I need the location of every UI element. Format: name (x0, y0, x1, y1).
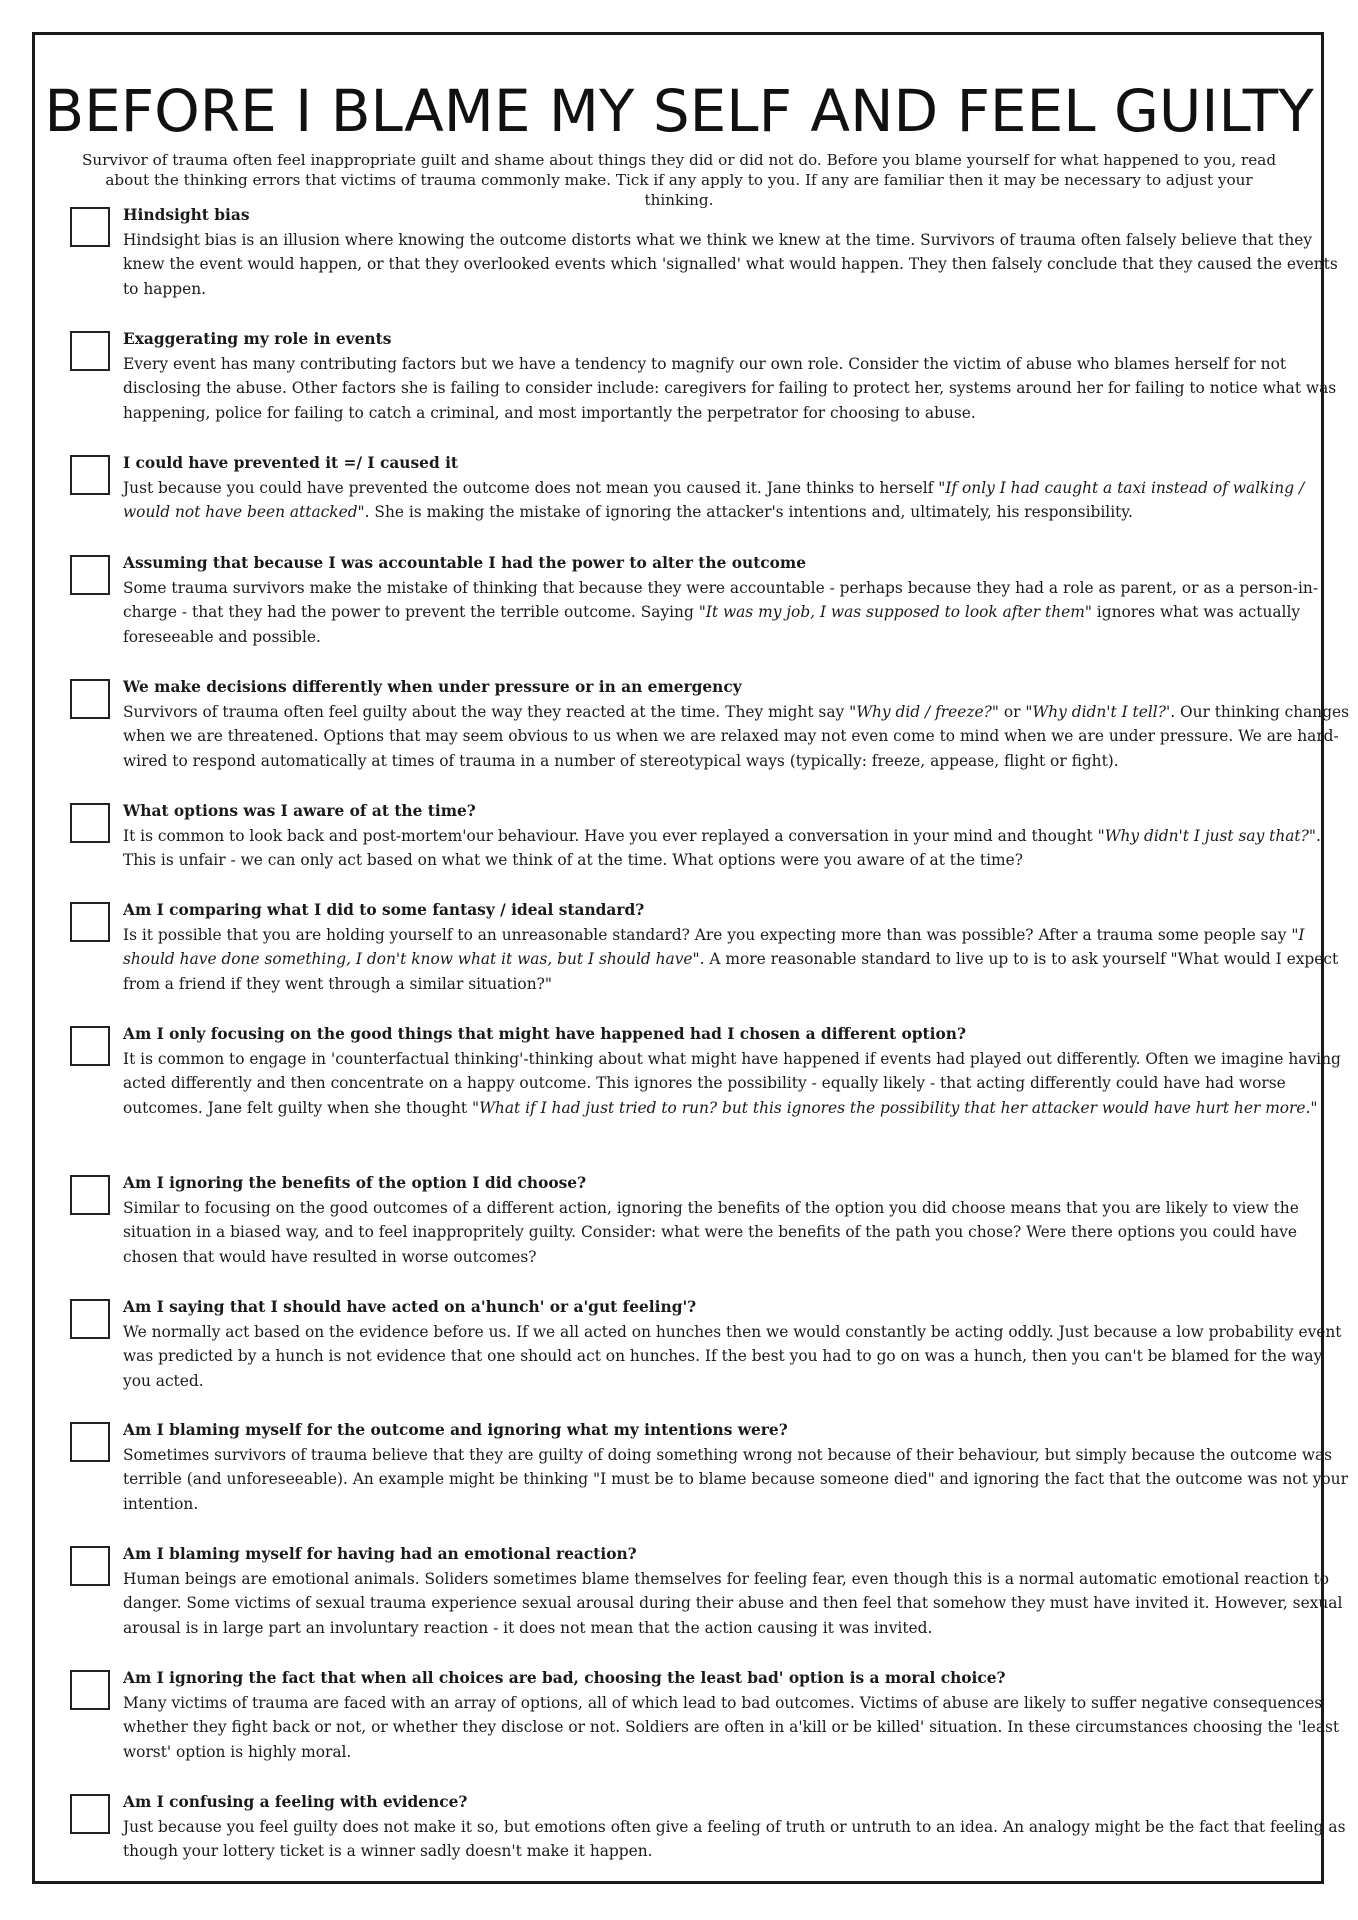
body-text: ignores what was actually foreseeable and possible. (123, 603, 1301, 646)
item-text (123, 203, 1353, 301)
body-text: . This is unfair - we can only act based on what we think of at the time. What options were you aware of at the time? (123, 826, 1321, 870)
checkbox[interactable] (70, 679, 110, 719)
checkbox[interactable] (70, 331, 110, 371)
body-text: . A more reasonable standard to live up to is to ask yourself "What would I expect from a friend if they went through a similar situation?" (123, 950, 1339, 993)
body-text: It is common to look back and post-mortem'our behaviour. Have you ever replayed a conversation in your mind and thought (123, 826, 1098, 845)
checkbox[interactable] (70, 803, 110, 843)
item-heading: Assuming that because I was accountable I had the power to alter the outcome (123, 554, 807, 572)
item-body (123, 1691, 1353, 1765)
item-body (123, 700, 1353, 774)
item-heading: Am I ignoring the benefits of the option I did choose? (123, 1174, 587, 1192)
item-body (123, 1196, 1353, 1270)
body-text: . She is making the mistake of ignoring the attacker's intentions and, ultimately, his responsibility. (364, 503, 1133, 522)
quote-text: "I should have done something, I don't know what it was, but I should have" (123, 925, 1305, 969)
item-heading: Hindsight bias (123, 206, 250, 224)
body-text: Hindsight bias is an illusion where knowing the outcome distorts what we think we knew at the time. Survivors of trauma often falsely believe that they knew the event would happen, or that they overlooked events which 'signalled' what would happen. They then falsely conclude that they caused the events to happen. (123, 230, 1338, 298)
quote-text: "Why didn't I tell?' (1025, 702, 1171, 721)
item-text (123, 1418, 1353, 1516)
item-body (123, 228, 1353, 302)
body-text: Just because you could have prevented the outcome does not mean you caused it. Jane thinks to herself (123, 478, 939, 497)
body-text: Every event has many contributing factors but we have a tendency to magnify our own role. Consider the victim of abuse who blames herself for not disclosing the abuse. Other factors she is failing to consider include: caregivers for failing to protect her, systems around her for failing to notice what was happening, police for failing to catch a criminal, and most importantly the perpetrator for choosing to abuse. (123, 354, 1337, 422)
checkbox[interactable] (70, 1546, 110, 1586)
checkbox[interactable] (70, 555, 110, 595)
item-body (123, 923, 1353, 997)
item-body (123, 1047, 1353, 1121)
body-text: Similar to focusing on the good outcomes of a different action, ignoring the benefits of the option you did choose means that you are likely to view the situation in a biased way, and to feel inappropritely guilty. Consider: what were the benefits of the path you chose? Were there options you could have chosen that would have resulted in worse outcomes? (123, 1198, 1299, 1266)
checkbox[interactable] (70, 1794, 110, 1834)
item-text (123, 1790, 1353, 1864)
body-text: Some trauma survivors make the mistake of thinking that because they were accountable - perhaps because they had a role as parent, or as a person-in-charge - that they had the power to prevent the terrible outcome. Saying (123, 578, 1319, 622)
item-text (123, 1666, 1353, 1764)
item-heading: What options was I aware of at the time? (123, 802, 476, 820)
checkbox[interactable] (70, 1299, 110, 1339)
item-text (123, 898, 1353, 996)
checkbox[interactable] (70, 1670, 110, 1710)
checkbox[interactable] (70, 902, 110, 942)
page-title: BEFORE I BLAME MY SELF AND FEEL GUILTY (44, 77, 1314, 145)
checkbox[interactable] (70, 207, 110, 247)
item-text (123, 1295, 1353, 1393)
item-text (123, 1022, 1353, 1120)
body-text: Sometimes survivors of trauma believe that they are guilty of doing something wrong not because of their behaviour, but simply because the outcome was terrible (and unforeseeable). An example might be thinking "I must be to blame because someone died" and ignoring the fact that the outcome was not your intention. (123, 1445, 1348, 1513)
item-heading: Am I only focusing on the good things that might have happened had I chosen a different option? (123, 1025, 966, 1043)
item-text (123, 675, 1353, 773)
item-heading: Exaggerating my role in events (123, 330, 392, 348)
item-heading: Am I saying that I should have acted on a'hunch' or a'gut feeling'? (123, 1298, 697, 1316)
intro-paragraph: Survivor of trauma often feel inappropriate guilt and shame about things they did or did not do. Before you blame yourself for what happened to you, read about the thinking errors that victims of trauma commonly make. Tick if any apply to you. If any are familiar then it may be necessary to adjust your thinking. (81, 151, 1277, 209)
body-text: Just because you feel guilty does not make it so, but emotions often give a feeling of truth or untruth to an idea. An analogy might be the fact that feeling as though your lottery ticket is a winner sadly doesn't make it happen. (123, 1817, 1346, 1861)
item-heading: Am I blaming myself for the outcome and ignoring what my intentions were? (123, 1421, 788, 1439)
item-body (123, 1443, 1353, 1517)
item-text (123, 799, 1353, 873)
quote-text: "Why didn't I just say that?" (1097, 826, 1316, 845)
item-body (123, 1567, 1353, 1641)
item-heading: We make decisions differently when under pressure or in an emergency (123, 678, 742, 696)
item-text (123, 1171, 1353, 1269)
item-body (123, 1815, 1353, 1864)
item-heading: Am I ignoring the fact that when all choices are bad, choosing the least bad' option is a moral choice? (123, 1669, 1006, 1687)
item-text (123, 327, 1353, 425)
item-heading: I could have prevented it =/ I caused it (123, 454, 459, 472)
quote-text: "If only I had caught a taxi instead of walking / would not have been attacked" (123, 478, 1305, 522)
body-text: Human beings are emotional animals. Soliders sometimes blame themselves for feeling fear, even though this is a normal automatic emotional reaction to danger. Some victims of sexual trauma experience sexual arousal during their abuse and then feel that somehow they must have invited it. However, sexual arousal is in large part an involuntary reaction - it does not mean that the action causing it was invited. (123, 1569, 1343, 1637)
item-body (123, 576, 1353, 650)
body-text: Many victims of trauma are faced with an array of options, all of which lead to bad outcomes. Victims of abuse are likely to suffer negative consequences whether they fight back or not, or whether they disclose or not. Soldiers are often in a'kill or be killed' situation. In these circumstances choosing the 'least worst' option is highly moral. (123, 1693, 1340, 1761)
item-text (123, 551, 1353, 649)
item-text (123, 451, 1353, 525)
body-text: . Our thinking changes when we are threatened. Options that may seem obvious to us when we are relaxed may not even come to mind when we are under pressure. We are hard-wired to respond automatically at times of trauma in a number of stereotypical ways (typically: freeze, appease, flight or fight). (123, 702, 1350, 770)
item-body (123, 1320, 1353, 1394)
item-heading: Am I comparing what I did to some fantasy / ideal standard? (123, 901, 645, 919)
item-body (123, 476, 1353, 525)
checkbox[interactable] (70, 1026, 110, 1066)
item-body (123, 824, 1353, 873)
item-heading: Am I blaming myself for having had an emotional reaction? (123, 1545, 637, 1563)
body-text: Is it possible that you are holding yourself to an unreasonable standard? Are you expecting more than was possible? After a trauma some people say (123, 925, 1292, 944)
item-heading: Am I confusing a feeling with evidence? (123, 1793, 468, 1811)
body-text: or (998, 702, 1026, 721)
item-body (123, 352, 1353, 426)
item-text (123, 1542, 1353, 1640)
quote-text: "What if I had just tried to run? but this ignores the possibility that her attacker would have hurt her more." (472, 1098, 1318, 1117)
checkbox[interactable] (70, 455, 110, 495)
body-text: We normally act based on the evidence before us. If we all acted on hunches then we would constantly be acting oddly. Just because a low probability event was predicted by a hunch is not evidence that one should act on hunches. If the best you had to go on was a hunch, then you can't be blamed for the way you acted. (123, 1322, 1342, 1390)
checkbox[interactable] (70, 1422, 110, 1462)
quote-text: "Why did / freeze?" (849, 702, 999, 721)
body-text: Survivors of trauma often feel guilty about the way they reacted at the time. They might say (123, 702, 850, 721)
body-text: It is common to engage in 'counterfactual thinking'-thinking about what might have happened if events had played out differently. Often we imagine having acted differently and then concentrate on a happy outcome. This ignores the possibility - equally likely - that acting differently could have had worse outcomes. Jane felt guilty when she thought (123, 1049, 1341, 1117)
checkbox[interactable] (70, 1175, 110, 1215)
quote-text: "It was my job, I was supposed to look after them" (698, 603, 1092, 622)
